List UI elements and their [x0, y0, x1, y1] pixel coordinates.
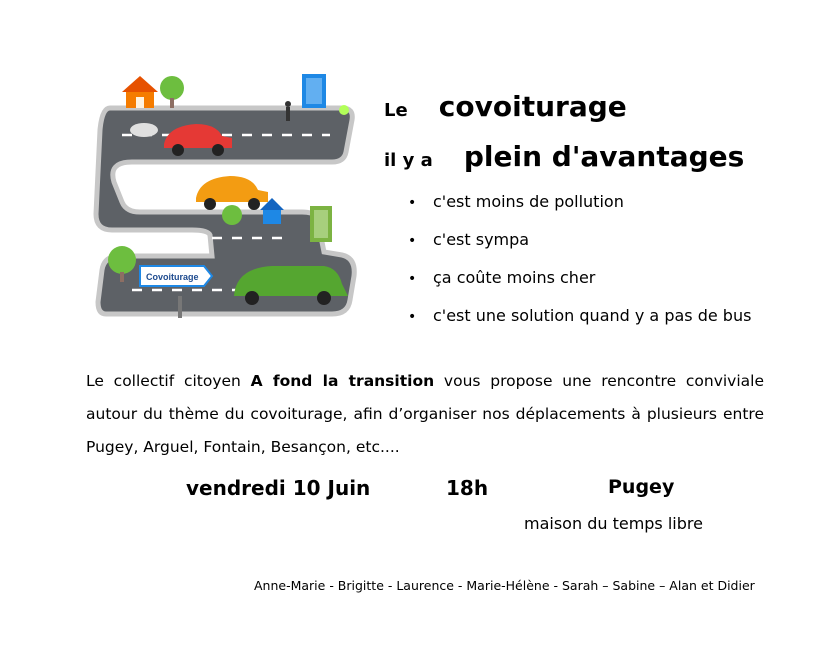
- orange-house-icon: [122, 76, 158, 108]
- list-item: • c'est sympa: [408, 228, 751, 266]
- exhaust-cloud-icon: [130, 123, 158, 137]
- bullet-icon: •: [408, 195, 417, 211]
- flower-icon: [339, 105, 349, 115]
- event-date: vendredi 10 Juin: [186, 476, 371, 500]
- bullet-icon: •: [408, 309, 417, 325]
- tree-icon: [222, 205, 242, 225]
- title-main-1: covoiturage: [438, 90, 627, 123]
- list-item: • ça coûte moins cher: [408, 266, 751, 304]
- intro-paragraph: Le collectif citoyen A fond la transition vous propose une rencontre conviviale autour du thème du covoiturage, afin d’organiser nos déplacements à plusieurs entre Pugey, Arguel, Fontain, Besançon, etc....: [86, 372, 764, 456]
- event-venue: maison du temps libre: [524, 514, 703, 533]
- blue-building-icon: [302, 74, 326, 108]
- sign-label: Covoiturage: [146, 272, 199, 282]
- event-place: Pugey: [608, 476, 675, 498]
- title-line-2: [384, 140, 744, 173]
- tree-icon: [160, 76, 184, 108]
- list-item: • c'est une solution quand y a pas de bus: [408, 304, 751, 342]
- title-main-2: plein d'avantages: [463, 140, 745, 173]
- title-line-1: [384, 90, 627, 123]
- green-building-icon: [310, 206, 332, 242]
- title-prefix-2: il y a: [384, 150, 433, 171]
- event-time: 18h: [446, 476, 489, 500]
- list-item: • c'est moins de pollution: [408, 190, 751, 228]
- orange-car-icon: [196, 176, 268, 210]
- benefits-list: [408, 190, 751, 342]
- bullet-icon: •: [408, 233, 417, 249]
- signatures: Anne-Marie - Brigitte - Laurence - Marie-Hélène - Sarah – Sabine – Alan et Didier: [254, 578, 755, 593]
- carpooling-illustration: [92, 70, 364, 322]
- collective-name: A fond la transition: [250, 372, 435, 390]
- bullet-icon: •: [408, 271, 417, 287]
- title-prefix-1: Le: [384, 100, 408, 121]
